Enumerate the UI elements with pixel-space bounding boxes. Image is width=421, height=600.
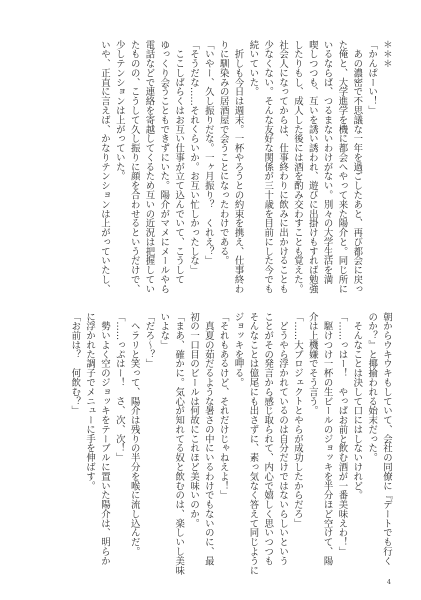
text-line: ここしばらくはお互い仕事が立て込んでいて、こうして <box>173 40 185 285</box>
text-line: 「まあ、確かに。気心が知れてる奴と飲むのは、楽しいし美味 <box>173 312 185 575</box>
text-line: 介は上機嫌でそう言う。 <box>306 312 318 416</box>
text-line: に浮かれた調子でメニューに手を伸ばす。 <box>84 312 96 491</box>
text-line: ヘラリと笑って、陽介は残りの半分を喉に流し込んだ。 <box>128 312 140 557</box>
text-line: 勢いよく空のジョッキをテーブルに置いた陽介は、明らか <box>98 312 110 566</box>
text-line: どうやら浮かれているのは自分だけではないらしいという <box>277 312 289 566</box>
text-line: 電話などで連絡を寄越してくるため互いの近況は把握してい <box>143 40 155 294</box>
upper-text-block <box>33 40 393 310</box>
text-line: のか？』と揶揄われる始末だった。 <box>366 312 378 463</box>
text-line: 駆けつけ一杯の生ビールのジョッキを半分ほど空けて、陽 <box>321 312 333 566</box>
text-line: あの濃密で不思議な一年を過ごしたあと、再び都会に戻っ <box>351 40 363 294</box>
text-line: いや、正直に言えば、かなりテンションは上がっていたし、 <box>98 40 110 294</box>
text-line: 少しテンションは上がっていた。 <box>113 40 125 181</box>
text-line: 社会人になってからは、仕事終わりに飲みに出かけることも <box>277 40 289 294</box>
text-line: ジョッキを呷る。 <box>232 312 244 388</box>
text-line: いるならば、つるまないわけがない。別々の大学生活を満 <box>321 40 333 285</box>
text-line: りに馴染みの居酒屋で会うことになったわけである。 <box>217 40 229 266</box>
text-line: そんなことは決して口にはしないけれど。 <box>351 312 363 500</box>
text-line: 「……っぷはー！ さ、次、次！」 <box>113 312 125 463</box>
text-line: 真夏の茹だるような暑さの中にいるわけでもないのに、最 <box>202 312 214 566</box>
text-line: 「だろ〜？」 <box>143 312 155 369</box>
page-number: 4 <box>386 578 391 586</box>
text-line: た俺と、大学進学を機に都会へやって来た陽介と。同じ所に <box>336 40 348 294</box>
text-line: 折しも今日は週末。一杯やろうとの約束を携え、仕事終わ <box>232 40 244 294</box>
text-line: 少なくない。そんな友好な関係が三十歳を目前にした今でも <box>262 40 274 294</box>
text-line: そんなことは億尾にも出さずに、素っ気なく答えて同じように <box>247 312 259 575</box>
text-line: したりもし、成人した後には酒を酌み交わすことも覚えた。 <box>291 40 303 294</box>
text-line: 朝からウキウキもしていて、会社の同僚に『デートでも行く <box>381 312 392 566</box>
text-line: 「……大プロジェクトとやらが成功したからだろ」 <box>291 312 303 528</box>
text-line: 「お前は？ 何飲む？」 <box>69 312 81 416</box>
text-line: ことがその発言から感じ取られて、内心で嬉しく思いつつも <box>262 312 274 566</box>
text-line: 「いやー、久し振りだな。一ヶ月振り？ くれえ？」 <box>202 40 214 266</box>
text-line: ゆっくり会うこともできずにいた。陽介がマメにメールやら <box>158 40 170 294</box>
text-line: 「それもあるけど、それだけじゃねえよ！」 <box>217 312 229 500</box>
text-line: 喫しつつも、互いを誘い誘われ、遊びに出掛けもすれば勉強 <box>306 40 318 294</box>
text-line: たものの、こうして久し振りに顔を合わせるというだけで、 <box>128 40 140 294</box>
text-line: 初の一口目のビールは何故にこれほど美味いのか。 <box>188 312 200 528</box>
text-line: 続いていた。 <box>247 40 259 97</box>
text-line: 「かんぱーい！」 <box>366 40 378 116</box>
text-line: 「そうだな……それくらいか。お互い忙しかったしな」 <box>188 40 200 275</box>
text-line: いよな」 <box>158 312 170 350</box>
text-line: 「……っはー！ やっぱお前と飲む酒が一番美味えわ！」 <box>336 312 348 557</box>
lower-text-block <box>33 312 393 582</box>
section-break: ＊＊＊ <box>381 40 392 69</box>
